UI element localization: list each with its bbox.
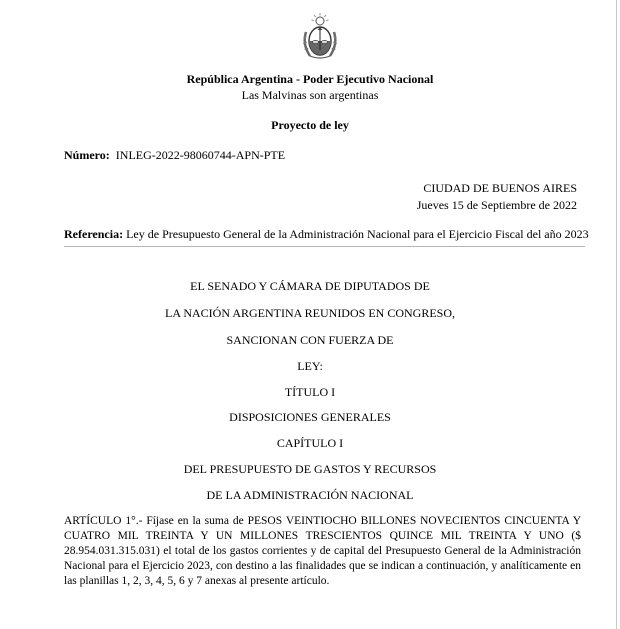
body-line: SANCIONAN CON FUERZA DE [226, 333, 394, 347]
chapter-subheading: DEL PRESUPUESTO DE GASTOS Y RECURSOS [183, 462, 437, 476]
numero-value: INLEG-2022-98060744-APN-PTE [115, 148, 286, 162]
numero-label: Número: [64, 148, 110, 162]
coat-of-arms-icon [298, 12, 342, 62]
body-line: LEY: [297, 359, 323, 373]
divider [64, 246, 585, 247]
chapter-heading: CAPÍTULO I [276, 436, 344, 450]
header-motto: Las Malvinas son argentinas [241, 88, 379, 102]
document-type: Proyecto de ley [271, 118, 349, 132]
article-1-text: ARTÍCULO 1°.- Fíjase en la suma de PESOS VEINTIOCHO BILLONES NOVECIENTOS CINCUENTA Y CUATRO MIL TREINTA Y UN MILLONES TRESCIENTOS QUINCE MIL TREINTA Y UNO ($ 28.954.031.315.031) el total de los gastos corrientes y de capital del Presupuesto General de la Administración Nacional para el Ejercicio 2023, con destino a las finalidades que se indican a continuación, y analíticamente en las planillas 1, 2, 3, 4, 5, 6 y 7 anexas al presente artículo. [64, 515, 581, 587]
body-line: EL SENADO Y CÁMARA DE DIPUTADOS DE [190, 279, 430, 293]
referencia-label: Referencia: [64, 227, 124, 241]
title-subheading: DISPOSICIONES GENERALES [229, 410, 391, 424]
numero-field [64, 148, 285, 163]
date: Jueves 15 de Septiembre de 2022 [416, 198, 577, 212]
chapter-subheading: DE LA ADMINISTRACIÓN NACIONAL [206, 488, 414, 502]
title-heading: TÍTULO I [284, 385, 336, 399]
referencia-field [64, 227, 589, 242]
body-line: LA NACIÓN ARGENTINA REUNIDOS EN CONGRESO, [164, 306, 455, 320]
place: CIUDAD DE BUENOS AIRES [423, 181, 577, 195]
header-title: República Argentina - Poder Ejecutivo Nacional [186, 72, 434, 86]
referencia-value: Ley de Presupuesto General de la Administración Nacional para el Ejercicio Fiscal del año 2023 [126, 227, 589, 241]
